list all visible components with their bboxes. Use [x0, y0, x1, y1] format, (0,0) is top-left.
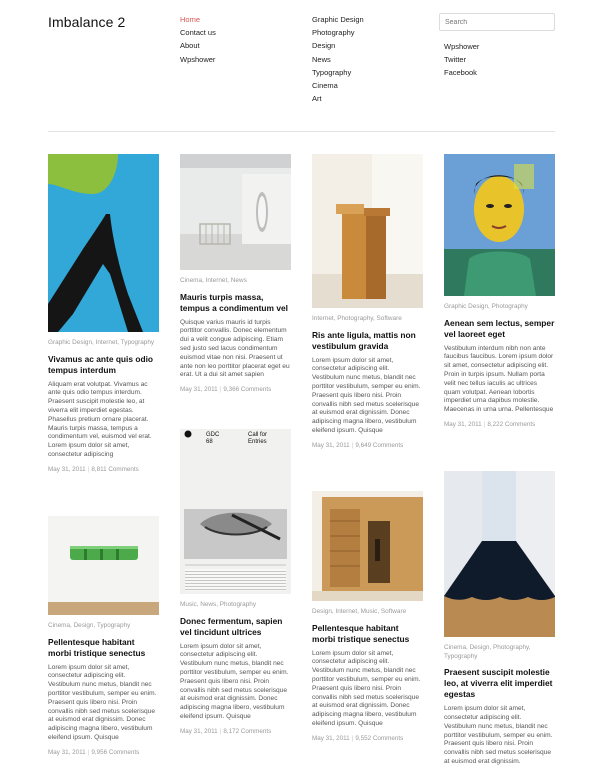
- post-comments[interactable]: 9,956 Comments: [91, 748, 140, 756]
- post-card: [48, 516, 159, 757]
- post-thumbnail[interactable]: [444, 154, 555, 296]
- nav-item-wpshower-social[interactable]: Wpshower: [444, 42, 480, 51]
- nav-item-wpshower[interactable]: Wpshower: [180, 54, 216, 64]
- post-meta: May 31, 2011 | 8,811 Comments: [48, 465, 139, 473]
- nav-item-graphic-design[interactable]: Graphic Design: [312, 15, 364, 24]
- post-categories[interactable]: Graphic Design, Internet, Typography: [48, 339, 155, 346]
- post-meta: May 31, 2011 | 9,956 Comments: [48, 748, 140, 756]
- post-categories[interactable]: Cinema, Design, Typography: [48, 622, 131, 629]
- post-title[interactable]: Mauris turpis massa, tempus a condimentum vel: [180, 291, 288, 313]
- post-thumbnail[interactable]: [312, 491, 423, 601]
- post-thumbnail[interactable]: [180, 154, 291, 270]
- post-thumbnail[interactable]: [48, 154, 159, 332]
- post-meta: May 31, 2011 | 8,172 Comments: [180, 727, 272, 735]
- post-title[interactable]: Donec fermentum, sapien vel tincidunt ultrices: [180, 615, 283, 637]
- post-categories[interactable]: Internet, Photography, Software: [312, 315, 402, 322]
- post-comments[interactable]: 9,552 Comments: [355, 734, 404, 742]
- post-card: [312, 491, 423, 743]
- nav-item-photography[interactable]: Photography: [312, 28, 355, 38]
- poster-code: GDC 68: [206, 432, 220, 445]
- nav-item-cinema[interactable]: Cinema: [312, 81, 338, 91]
- nav-categories: [312, 13, 364, 105]
- post-meta: May 31, 2011 | 9,552 Comments: [312, 734, 404, 742]
- post-thumbnail[interactable]: [312, 154, 423, 308]
- nav-item-about[interactable]: About: [180, 41, 200, 51]
- post-title[interactable]: Pellentesque habitant morbi tristique senectus: [48, 636, 146, 658]
- post-title[interactable]: Pellentesque habitant morbi tristique senectus: [312, 622, 410, 644]
- post-meta: May 31, 2011 | 9,649 Comments: [312, 441, 404, 449]
- post-excerpt: Lorem ipsum dolor sit amet, consectetur adipiscing elit. Vestibulum nunc metus, blandit nec porttitor vestibulum, semper eu enim. Praesent quis libero nisi. Proin convallis nibh sed metus scelerisque at euismod erat dignissim. Donec adipiscing magna libero, vestibulum eleifend ipsum. Quisque: [312, 356, 421, 434]
- nav-item-news[interactable]: News: [312, 54, 331, 64]
- post-excerpt: Aliquam erat volutpat. Vivamus ac ante quis odio tempus interdum. Praesent suscipit molestie leo, at viverra elit imperdiet egestas. Phasellus pretium ornare placerat. Mauris turpis massa, tempus a condimentum vel, euismod vel erat. Lorem ipsum dolor sit amet, consectetur adipiscing: [48, 380, 152, 458]
- post-title[interactable]: Ris ante ligula, mattis non vestibulum gravida: [312, 329, 416, 351]
- post-categories[interactable]: Music, News, Photography: [180, 601, 257, 608]
- post-card: [444, 471, 555, 767]
- post-date: May 31, 2011: [444, 420, 482, 428]
- post-thumbnail[interactable]: [444, 471, 555, 637]
- nav-item-facebook[interactable]: Facebook: [444, 68, 477, 78]
- post-date: May 31, 2011: [312, 441, 350, 449]
- nav-item-typography[interactable]: Typography: [312, 67, 352, 77]
- post-date: May 31, 2011: [180, 386, 218, 394]
- poster-logo-icon: [185, 431, 192, 438]
- post-comments[interactable]: 8,172 Comments: [223, 727, 272, 735]
- post-comments[interactable]: 9,366 Comments: [223, 386, 272, 394]
- nav-social: [444, 40, 479, 80]
- nav-item-twitter[interactable]: Twitter: [444, 55, 467, 65]
- nav-item-art[interactable]: Art: [312, 94, 322, 104]
- post-excerpt: Quisque varius mauris id turpis porttitor convallis. Donec elementum dui a velit congue adipiscing. Etiam sed justo sed lacus condimentum euismod vitae non nisi. Praesent ut ante non leo porttitor placerat eget eu erat. Ut a dui sit amet sapien: [180, 318, 290, 379]
- post-comments[interactable]: 8,811 Comments: [91, 465, 139, 473]
- post-categories[interactable]: Cinema, Design, Photography, Typography: [444, 644, 531, 660]
- post-meta: May 31, 2011 | 9,366 Comments: [180, 386, 272, 394]
- post-excerpt: Vestibulum interdum nibh non ante faucibus faucibus. Lorem ipsum dolor sit amet, consectetur adipiscing elit. Proin in turpis ipsum. Nullam porta velit nec tellus iaculis ac ultrices quam volutpat. Aenean lobortis imperdiet urna dapibus molestie. Maecenas in urna urna. Pellentesque: [444, 344, 554, 414]
- post-excerpt: Lorem ipsum dolor sit amet, consectetur adipiscing elit. Vestibulum nunc metus, blandit nec porttitor vestibulum, semper eu enim. Praesent quis libero nisi. Proin convallis nibh sed metus scelerisque at euismod erat dignissim.: [444, 705, 553, 765]
- post-excerpt: Lorem ipsum dolor sit amet, consectetur adipiscing elit. Vestibulum nunc metus, blandit nec porttitor vestibulum, semper eu enim. Praesent quis libero nisi. Proin convallis nibh sed metus scelerisque at euismod erat dignissim. Donec adipiscing magna libero, vestibulum eleifend ipsum. Quisque: [48, 663, 157, 741]
- post-card: [312, 154, 423, 450]
- post-categories[interactable]: Design, Internet, Music, Software: [312, 608, 407, 615]
- post-date: May 31, 2011: [312, 734, 350, 742]
- post-thumbnail[interactable]: [180, 429, 291, 594]
- poster-fine-print: [185, 569, 286, 591]
- site-title[interactable]: Imbalance 2: [48, 14, 126, 30]
- post-comments[interactable]: 8,222 Comments: [487, 420, 536, 428]
- header-divider: [48, 131, 555, 132]
- post-date: May 31, 2011: [48, 465, 86, 473]
- post-title[interactable]: Praesent suscipit molestie leo, at viverra elit imperdiet egestas: [444, 667, 553, 700]
- post-card: [48, 154, 159, 474]
- post-thumbnail[interactable]: [48, 516, 159, 615]
- search-input[interactable]: [439, 13, 555, 31]
- nav-item-design[interactable]: Design: [312, 41, 336, 51]
- post-date: May 31, 2011: [180, 727, 218, 735]
- post-categories[interactable]: Cinema, Internet, News: [180, 277, 247, 284]
- post-meta: May 31, 2011 | 8,222 Comments: [444, 420, 536, 428]
- post-title[interactable]: Vivamus ac ante quis odio tempus interdum: [48, 353, 154, 375]
- post-categories[interactable]: Graphic Design, Photography: [444, 303, 528, 310]
- post-excerpt: Lorem ipsum dolor sit amet, consectetur adipiscing elit. Vestibulum nunc metus, blandit nec porttitor vestibulum, semper eu enim. Praesent quis libero nisi. Proin convallis nibh sed metus scelerisque at euismod erat dignissim. Donec adipiscing magna libero, vestibulum eleifend ipsum. Quisque: [180, 642, 289, 720]
- post-card: [180, 429, 291, 736]
- post-excerpt: Lorem ipsum dolor sit amet, consectetur adipiscing elit. Vestibulum nunc metus, blandit nec porttitor vestibulum, semper eu enim. Praesent quis libero nisi. Proin convallis nibh sed metus scelerisque at euismod erat dignissim. Donec adipiscing magna libero, vestibulum eleifend ipsum. Quisque: [312, 649, 421, 727]
- post-card: [444, 154, 555, 429]
- post-card: [180, 154, 291, 394]
- post-date: May 31, 2011: [48, 748, 86, 756]
- post-comments[interactable]: 9,649 Comments: [355, 441, 404, 449]
- post-title[interactable]: Aenean sem lectus, semper vel laoreet eget: [444, 317, 555, 339]
- poster-heading: Call for Entries: [248, 432, 268, 445]
- nav-item-contact[interactable]: Contact us: [180, 28, 216, 38]
- nav-item-home[interactable]: Home: [180, 15, 201, 24]
- nav-pages: [180, 13, 216, 66]
